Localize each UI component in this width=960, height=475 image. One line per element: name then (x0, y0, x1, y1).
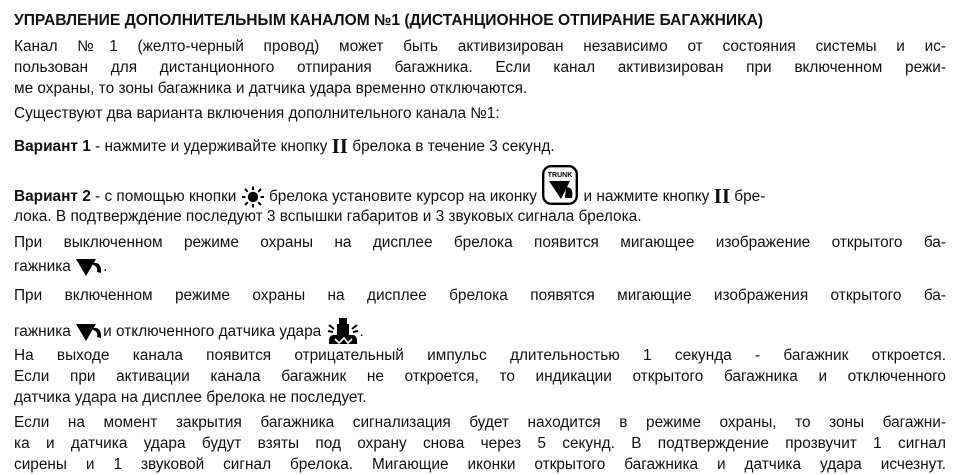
armed-text-b: и отключенного датчика удара (103, 323, 322, 341)
armed-line-1: При включенном режиме охраны на дисплее брелока появятся мигающие изображения открытого ба- (14, 287, 946, 304)
variant-2-text-b: брелока установите курсор на иконку (264, 188, 542, 206)
variant-2-text-d: бре- (730, 188, 766, 206)
intro-line-3: ме охраны, то зоны багажника и датчика удара временно отключаются. (14, 80, 528, 97)
intro-line-1: Канал №1 (желто-черный провод) может быть активизирован независимо от состояния системы и ис- (14, 38, 946, 55)
armed-period: . (359, 323, 364, 341)
variant-2-text-c: и нажмите кнопку (579, 188, 714, 206)
variant-1-text: - нажмите и удерживайте кнопку (90, 138, 332, 155)
disarmed-line-1: При выключенном режиме охраны на дисплее брелока появится мигающее изображение открытого ба- (14, 234, 946, 251)
closing-line-3: сирены и 1 звуковой сигнал брелока. Мигающие иконки открытого багажника и датчика удара исчезнут. (14, 456, 946, 473)
variant-2-line-2: лока. В подтверждение последуют 3 вспышки габаритов и 3 звуковых сигнала брелока. (14, 208, 642, 225)
variant-2-text-a: - с помощью кнопки (90, 188, 241, 206)
variant-2-label: Вариант 2 (14, 188, 91, 206)
variant-1-text-end: брелока в течение 3 секунд. (347, 138, 555, 155)
variant-1-label: Вариант 1 (14, 138, 91, 155)
armed-text-a: гажника (14, 323, 71, 341)
trunk-icon-text: TRUNK (547, 172, 573, 179)
intro-line-2: пользован для дистанционного отпирания багажника. Если канал активизирован при включенном режи- (14, 59, 946, 76)
armed-line-2 (14, 317, 946, 347)
trunk-button-icon (542, 165, 578, 205)
button-ii-symbol-2: II (713, 184, 730, 209)
disarmed-period: . (103, 258, 108, 276)
shock-sensor-off-icon (326, 317, 360, 347)
open-trunk-icon (75, 256, 103, 278)
button-ii-symbol: II (331, 134, 348, 158)
section-title: УПРАВЛЕНИЕ ДОПОЛНИТЕЛЬНЫМ КАНАЛОМ №1 (ДИСТАНЦИОННОЕ ОТПИРАНИЕ БАГАЖНИКА) (14, 12, 764, 29)
open-trunk-icon-2 (75, 321, 103, 343)
variant-2-paragraph (14, 172, 946, 209)
variant-1-paragraph (14, 136, 946, 157)
closing-line-2: ка и датчика удара будут взяты под охрану снова через 5 секунд. В подтверждение прозвучит 1 сигнал (14, 435, 946, 452)
output-line-3: датчика удара на дисплее брелока не последует. (14, 389, 367, 406)
output-line-2: Если при активации канала багажник не откроется, то индикации открытого багажника и отключенного (14, 368, 946, 385)
disarmed-text: гажника (14, 258, 71, 276)
disarmed-line-2 (14, 256, 946, 278)
variants-intro: Существуют два варианта включения дополнительного канала №1: (14, 105, 500, 122)
closing-line-1: Если на момент закрытия багажника сигнализация будет находится в режиме охраны, то зоны багажни- (14, 414, 946, 431)
output-line-1: На выходе канала появится отрицательный импульс длительностью 1 секунда - багажник откроется. (14, 347, 946, 364)
sun-icon (241, 186, 265, 208)
trunk-button-icon-wrap (541, 172, 579, 207)
